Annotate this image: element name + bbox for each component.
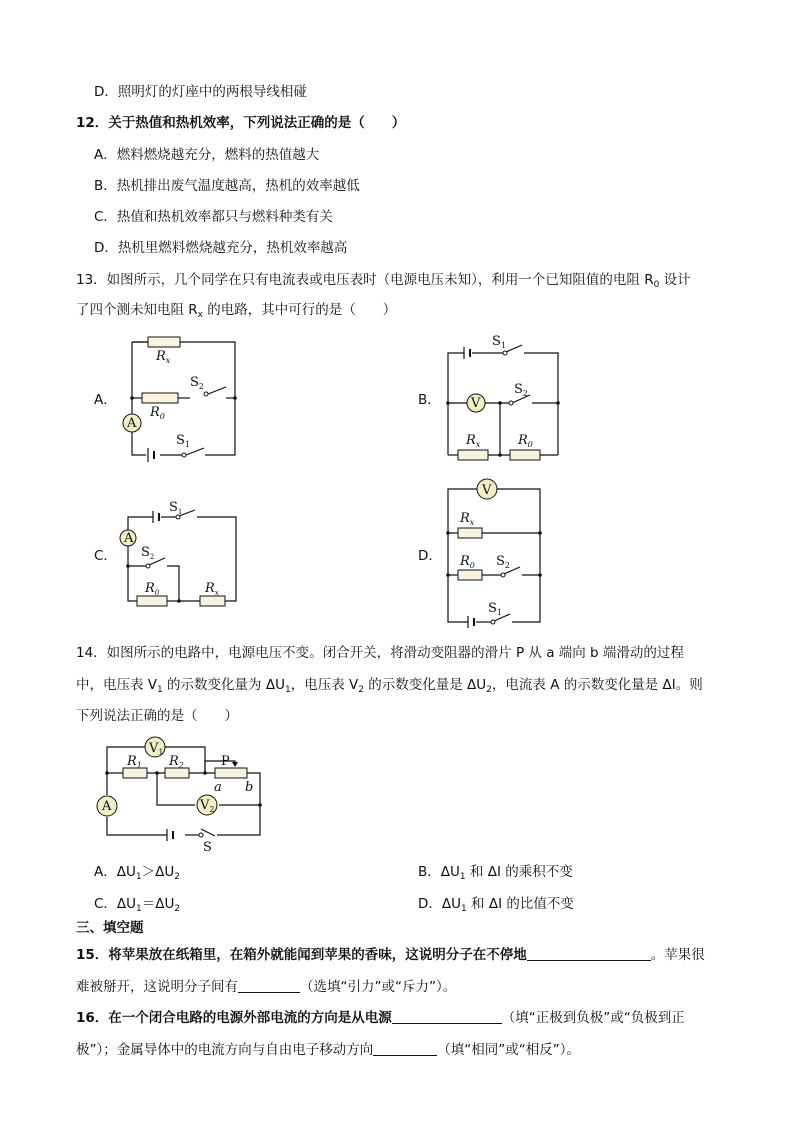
label-s2: $S_2$ (141, 545, 155, 561)
label-rx: $R_x$ (460, 511, 475, 527)
q13-stem2a: 了四个测未知电阻 R (76, 302, 198, 318)
q13-label-b: B． (418, 392, 441, 408)
label-s1: $S_1$ (488, 601, 502, 617)
q15-line1: 15．将苹果放在纸箱里，在箱外就能闻到苹果的香味，这说明分子在不停地 。苹果很 (76, 947, 705, 963)
q12-option-a: A．燃料燃烧越充分，燃料的热值越大 (94, 147, 320, 163)
q12-option-d: D．热机里燃料燃烧越充分，热机效率越高 (94, 240, 348, 256)
label-s1: $S_1$ (169, 500, 183, 516)
label-s1: $S_1$ (176, 433, 190, 449)
q13-stem2sub: x (197, 310, 203, 320)
label-s2: $S_2$ (514, 382, 528, 398)
label-r1: $R_1$ (127, 754, 142, 770)
q15-blank-1[interactable] (527, 946, 651, 961)
q14-option-c: C．$\Delta U_1=\Delta U_2$ (94, 896, 181, 914)
label-b: b (245, 780, 254, 795)
q14-option-a: A．$\Delta U_1>\Delta U_2$ (94, 864, 180, 882)
circuit-c-diagram (115, 500, 245, 605)
circuit-14-diagram (95, 735, 270, 855)
circuit-a-diagram (110, 330, 250, 470)
ammeter-label: A (127, 416, 137, 431)
q12-option-b: B．热机排出废气温度越高，热机的效率越低 (94, 178, 360, 194)
q14-stem-line3: 下列说法正确的是（ ） (76, 708, 238, 724)
q13-label-a: A． (94, 392, 117, 408)
q13-stem1b: 设计 (659, 272, 691, 288)
label-rx: $R_x$ (466, 433, 481, 449)
label-s2: $S_2$ (190, 375, 204, 391)
label-r2: $R_2$ (169, 754, 184, 770)
q13-stem1sub: 0 (653, 280, 660, 290)
ammeter-label: A (102, 799, 112, 814)
q14-option-d: D．$\Delta U_1$ 和 ΔI 的比值不变 (418, 896, 574, 914)
label-r0: $R_0$ (150, 405, 165, 421)
label-p: P (221, 754, 230, 769)
label-v2: $V_2$ (200, 798, 215, 814)
q14-stem-line2: 中，电压表 $V_1$ 的示数变化量为 $\Delta U_1$，电压表 $V_2$ 的示数变化量是 $\Delta U_2$，电流表 A 的示数变化量是 ΔI。则 (76, 677, 703, 695)
label-s2: $S_2$ (496, 554, 510, 570)
label-s1: $S_1$ (492, 334, 506, 350)
label-rx: $R_x$ (156, 349, 171, 365)
q12-stem (76, 113, 405, 133)
label-r0: $R_0$ (145, 581, 160, 597)
voltmeter-label: V (471, 396, 481, 411)
q13-stem1a: 13．如图所示，几个同学在只有电流表或电压表时（电源电压未知），利用一个已知阻值的电阻 R (76, 272, 654, 288)
circuit-d-diagram (440, 477, 550, 627)
q14-option-b: B．$\Delta U_1$ 和 ΔI 的乘积不变 (418, 864, 573, 882)
q16-blank-2[interactable] (373, 1041, 437, 1056)
circuit-b-diagram (440, 335, 570, 465)
q16-blank-1[interactable] (392, 1009, 502, 1024)
q14-stem-line1: 14．如图所示的电路中，电源电压不变。闭合开关，将滑动变阻器的滑片 P 从 a 端向 b 端滑动的过程 (76, 645, 684, 661)
label-r0: $R_0$ (518, 433, 533, 449)
label-a: a (214, 780, 222, 795)
label-v1: $V_1$ (149, 741, 164, 757)
q15-blank-2[interactable] (238, 978, 300, 993)
voltmeter-label: V (482, 483, 492, 498)
q11-option-d: D．照明灯的灯座中的两根导线相碰 (94, 84, 307, 100)
q13-label-c: C． (94, 548, 117, 564)
q12-option-c: C．热值和热机效率都只与燃料种类有关 (94, 209, 333, 225)
q13-stem2b: 的电路，其中可行的是（ ） (203, 302, 397, 318)
q16-line2: 极”）；金属导体中的电流方向与自由电子移动方向 （填“相同”或“相反”）。 (76, 1042, 580, 1058)
label-rx: $R_x$ (205, 581, 219, 597)
q13-label-d: D． (418, 548, 442, 564)
q15-line2: 难被掰开，这说明分子间有 （选填“引力”或“斥力”）。 (76, 979, 457, 995)
q16-line1: 16．在一个闭合电路的电源外部电流的方向是从电源 （填“正极到负极”或“负极到正 (76, 1010, 685, 1026)
label-s: S (203, 840, 212, 855)
ammeter-label: A (124, 531, 134, 546)
label-r0: $R_0$ (460, 554, 475, 570)
q13-stem-line1 (76, 270, 691, 295)
q12-stem-text: 12．关于热值和热机效率，下列说法正确的是（ ） (76, 115, 406, 131)
q13-stem-line2 (76, 300, 396, 325)
section-heading: 三、填空题 (76, 920, 144, 936)
